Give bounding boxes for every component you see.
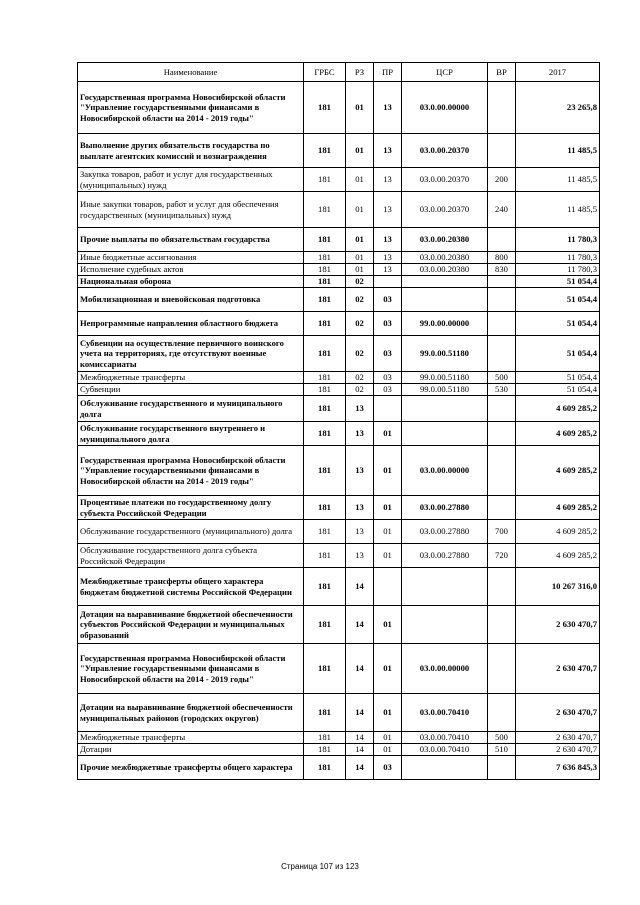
cell-vr: 530 [488,384,516,396]
cell-csr: 03.0.00.20370 [402,134,488,168]
cell-csr: 03.0.00.20380 [402,252,488,264]
cell-name: Межбюджетные трансферты [78,732,304,744]
cell-pr: 01 [374,446,402,496]
cell-pr: 13 [374,264,402,276]
cell-csr: 03.0.00.27880 [402,544,488,568]
cell-grbs: 181 [304,544,346,568]
cell-csr [402,288,488,312]
cell-csr: 03.0.00.20380 [402,228,488,252]
cell-pr: 01 [374,422,402,446]
page-number: Страница 107 из 123 [281,862,359,871]
cell-rz: 14 [346,694,374,732]
cell-name: Государственная программа Новосибирской области "Управление государственными финансами в Новосибирской области на 2014 - 2019 годы" [78,82,304,134]
header-rz: РЗ [346,63,374,82]
cell-vr: 700 [488,520,516,544]
cell-vr: 500 [488,732,516,744]
cell-name: Дотации [78,744,304,756]
cell-vr [488,694,516,732]
cell-grbs: 181 [304,384,346,396]
cell-csr: 03.0.00.20380 [402,264,488,276]
cell-vr [488,606,516,644]
cell-pr: 01 [374,544,402,568]
cell-csr [402,568,488,606]
cell-grbs: 181 [304,288,346,312]
cell-vr: 200 [488,168,516,192]
cell-pr: 01 [374,644,402,694]
cell-grbs: 181 [304,446,346,496]
cell-value: 51 054,4 [516,276,600,288]
table-row [78,384,600,396]
table-row [78,756,600,780]
cell-value: 51 054,4 [516,312,600,336]
cell-pr: 13 [374,134,402,168]
cell-name: Исполнение судебных актов [78,264,304,276]
cell-rz: 14 [346,732,374,744]
cell-vr [488,134,516,168]
table-row [78,276,600,288]
cell-grbs: 181 [304,82,346,134]
header-name: Наименование [78,63,304,82]
table-row [78,134,600,168]
cell-vr [488,396,516,422]
cell-name: Обслуживание государственного внутреннего и муниципального долга [78,422,304,446]
cell-rz: 13 [346,396,374,422]
header-grbs: ГРБС [304,63,346,82]
budget-table [77,62,600,780]
cell-csr: 03.0.00.70410 [402,732,488,744]
table-row [78,336,600,372]
cell-grbs: 181 [304,252,346,264]
cell-vr [488,288,516,312]
cell-rz: 01 [346,228,374,252]
table-row [78,644,600,694]
cell-rz: 01 [346,82,374,134]
table-row [78,568,600,606]
cell-pr: 01 [374,732,402,744]
cell-value: 2 630 470,7 [516,606,600,644]
cell-pr: 01 [374,606,402,644]
cell-pr [374,396,402,422]
cell-vr [488,644,516,694]
cell-csr: 03.0.00.70410 [402,744,488,756]
cell-vr [488,756,516,780]
cell-name: Субвенции [78,384,304,396]
cell-name: Дотации на выравнивание бюджетной обеспеченности муниципальных районов (городских округов) [78,694,304,732]
cell-value: 4 609 285,2 [516,446,600,496]
cell-csr [402,606,488,644]
table-row [78,422,600,446]
cell-grbs: 181 [304,422,346,446]
cell-value: 11 485,5 [516,134,600,168]
cell-value: 11 485,5 [516,192,600,228]
cell-rz: 02 [346,276,374,288]
table-row [78,732,600,744]
cell-rz: 01 [346,168,374,192]
cell-grbs: 181 [304,756,346,780]
cell-pr: 01 [374,520,402,544]
cell-pr: 03 [374,336,402,372]
cell-value: 51 054,4 [516,336,600,372]
cell-pr: 01 [374,496,402,520]
table-row [78,168,600,192]
cell-vr: 830 [488,264,516,276]
cell-value: 11 780,3 [516,252,600,264]
cell-vr [488,446,516,496]
cell-csr: 99.0.00.51180 [402,336,488,372]
cell-name: Обслуживание государственного долга субъекта Российской Федерации [78,544,304,568]
cell-csr: 03.0.00.27880 [402,520,488,544]
cell-value: 51 054,4 [516,372,600,384]
cell-value: 10 267 316,0 [516,568,600,606]
cell-pr: 13 [374,228,402,252]
cell-value: 4 609 285,2 [516,422,600,446]
cell-name: Субвенции на осуществление первичного воинского учета на территориях, где отсутствуют военные комиссариаты [78,336,304,372]
cell-pr: 03 [374,384,402,396]
cell-value: 2 630 470,7 [516,694,600,732]
cell-vr: 500 [488,372,516,384]
cell-pr: 01 [374,744,402,756]
cell-name: Национальная оборона [78,276,304,288]
cell-name: Выполнение других обязательств государства по выплате агентских комиссий и вознаграждения [78,134,304,168]
cell-pr [374,276,402,288]
cell-csr: 99.0.00.51180 [402,372,488,384]
cell-value: 23 265,8 [516,82,600,134]
cell-grbs: 181 [304,644,346,694]
cell-csr: 03.0.00.00000 [402,82,488,134]
cell-csr: 99.0.00.00000 [402,312,488,336]
cell-rz: 02 [346,336,374,372]
cell-csr: 03.0.00.20370 [402,192,488,228]
cell-vr: 720 [488,544,516,568]
cell-csr [402,396,488,422]
cell-grbs: 181 [304,312,346,336]
cell-name: Межбюджетные трансферты общего характера бюджетам бюджетной системы Российской Федерации [78,568,304,606]
cell-rz: 14 [346,568,374,606]
cell-grbs: 181 [304,336,346,372]
cell-grbs: 181 [304,192,346,228]
cell-name: Закупка товаров, работ и услуг для государственных (муниципальных) нужд [78,168,304,192]
cell-grbs: 181 [304,396,346,422]
cell-rz: 14 [346,644,374,694]
cell-grbs: 181 [304,732,346,744]
table-row [78,606,600,644]
cell-name: Межбюджетные трансферты [78,372,304,384]
cell-pr: 01 [374,694,402,732]
table-row [78,312,600,336]
cell-rz: 13 [346,422,374,446]
cell-grbs: 181 [304,606,346,644]
cell-value: 4 609 285,2 [516,544,600,568]
cell-rz: 13 [346,446,374,496]
cell-name: Обслуживание государственного и муниципального долга [78,396,304,422]
cell-vr [488,496,516,520]
table-row [78,264,600,276]
cell-csr: 03.0.00.70410 [402,694,488,732]
cell-name: Иные закупки товаров, работ и услуг для обеспечения государственных (муниципальных) нужд [78,192,304,228]
header-csr: ЦСР [402,63,488,82]
cell-csr [402,756,488,780]
cell-csr: 03.0.00.00000 [402,644,488,694]
table-row [78,694,600,732]
cell-value: 4 609 285,2 [516,520,600,544]
cell-csr [402,276,488,288]
cell-vr [488,228,516,252]
cell-csr [402,422,488,446]
cell-value: 4 609 285,2 [516,396,600,422]
table-row [78,192,600,228]
cell-rz: 02 [346,384,374,396]
cell-grbs: 181 [304,264,346,276]
cell-name: Обслуживание государственного (муниципального) долга [78,520,304,544]
cell-pr: 13 [374,192,402,228]
cell-pr: 03 [374,312,402,336]
cell-rz: 02 [346,372,374,384]
cell-pr: 13 [374,252,402,264]
cell-rz: 01 [346,192,374,228]
cell-vr: 800 [488,252,516,264]
header-2017: 2017 [516,63,600,82]
cell-csr: 03.0.00.27880 [402,496,488,520]
cell-rz: 01 [346,252,374,264]
cell-name: Прочие межбюджетные трансферты общего характера [78,756,304,780]
table-row [78,744,600,756]
cell-csr: 03.0.00.00000 [402,446,488,496]
cell-value: 2 630 470,7 [516,732,600,744]
cell-grbs: 181 [304,134,346,168]
cell-pr: 03 [374,288,402,312]
table-row [78,82,600,134]
cell-name: Процентные платежи по государственному долгу субъекта Российской Федерации [78,496,304,520]
cell-vr [488,82,516,134]
cell-name: Государственная программа Новосибирской области "Управление государственными финансами в Новосибирской области на 2014 - 2019 годы" [78,644,304,694]
cell-grbs: 181 [304,276,346,288]
cell-grbs: 181 [304,568,346,606]
header-vr: ВР [488,63,516,82]
cell-pr [374,568,402,606]
cell-value: 4 609 285,2 [516,496,600,520]
cell-vr [488,276,516,288]
table-row [78,446,600,496]
cell-vr [488,336,516,372]
table-row [78,372,600,384]
cell-name: Дотации на выравнивание бюджетной обеспеченности субъектов Российской Федерации и муниципальных образований [78,606,304,644]
cell-vr: 240 [488,192,516,228]
cell-rz: 01 [346,264,374,276]
cell-pr: 03 [374,756,402,780]
cell-name: Мобилизационная и вневойсковая подготовка [78,288,304,312]
cell-value: 2 630 470,7 [516,744,600,756]
cell-rz: 01 [346,134,374,168]
cell-grbs: 181 [304,168,346,192]
cell-csr: 99.0.00.51180 [402,384,488,396]
cell-grbs: 181 [304,228,346,252]
cell-value: 11 485,5 [516,168,600,192]
cell-vr [488,422,516,446]
table-row [78,396,600,422]
cell-name: Иные бюджетные ассигнования [78,252,304,264]
cell-vr [488,568,516,606]
cell-grbs: 181 [304,520,346,544]
table-body [78,82,600,780]
cell-vr: 510 [488,744,516,756]
table-row [78,520,600,544]
cell-pr: 13 [374,168,402,192]
cell-rz: 13 [346,520,374,544]
table-row [78,544,600,568]
cell-name: Прочие выплаты по обязательствам государства [78,228,304,252]
cell-grbs: 181 [304,694,346,732]
cell-value: 11 780,3 [516,264,600,276]
table-row [78,228,600,252]
cell-rz: 14 [346,756,374,780]
cell-value: 7 636 845,3 [516,756,600,780]
header-row [78,63,600,82]
cell-value: 11 780,3 [516,228,600,252]
cell-rz: 14 [346,744,374,756]
cell-value: 51 054,4 [516,384,600,396]
table-row [78,288,600,312]
cell-grbs: 181 [304,496,346,520]
cell-vr [488,312,516,336]
cell-grbs: 181 [304,372,346,384]
cell-csr: 03.0.00.20370 [402,168,488,192]
header-pr: ПР [374,63,402,82]
cell-name: Непрограммные направления областного бюджета [78,312,304,336]
cell-pr: 13 [374,82,402,134]
cell-name: Государственная программа Новосибирской области "Управление государственными финансами в Новосибирской области на 2014 - 2019 годы" [78,446,304,496]
cell-value: 2 630 470,7 [516,644,600,694]
cell-rz: 02 [346,312,374,336]
cell-value: 51 054,4 [516,288,600,312]
cell-rz: 13 [346,544,374,568]
table-row [78,496,600,520]
cell-rz: 13 [346,496,374,520]
cell-rz: 14 [346,606,374,644]
cell-rz: 02 [346,288,374,312]
cell-pr: 03 [374,372,402,384]
cell-grbs: 181 [304,744,346,756]
table-row [78,252,600,264]
